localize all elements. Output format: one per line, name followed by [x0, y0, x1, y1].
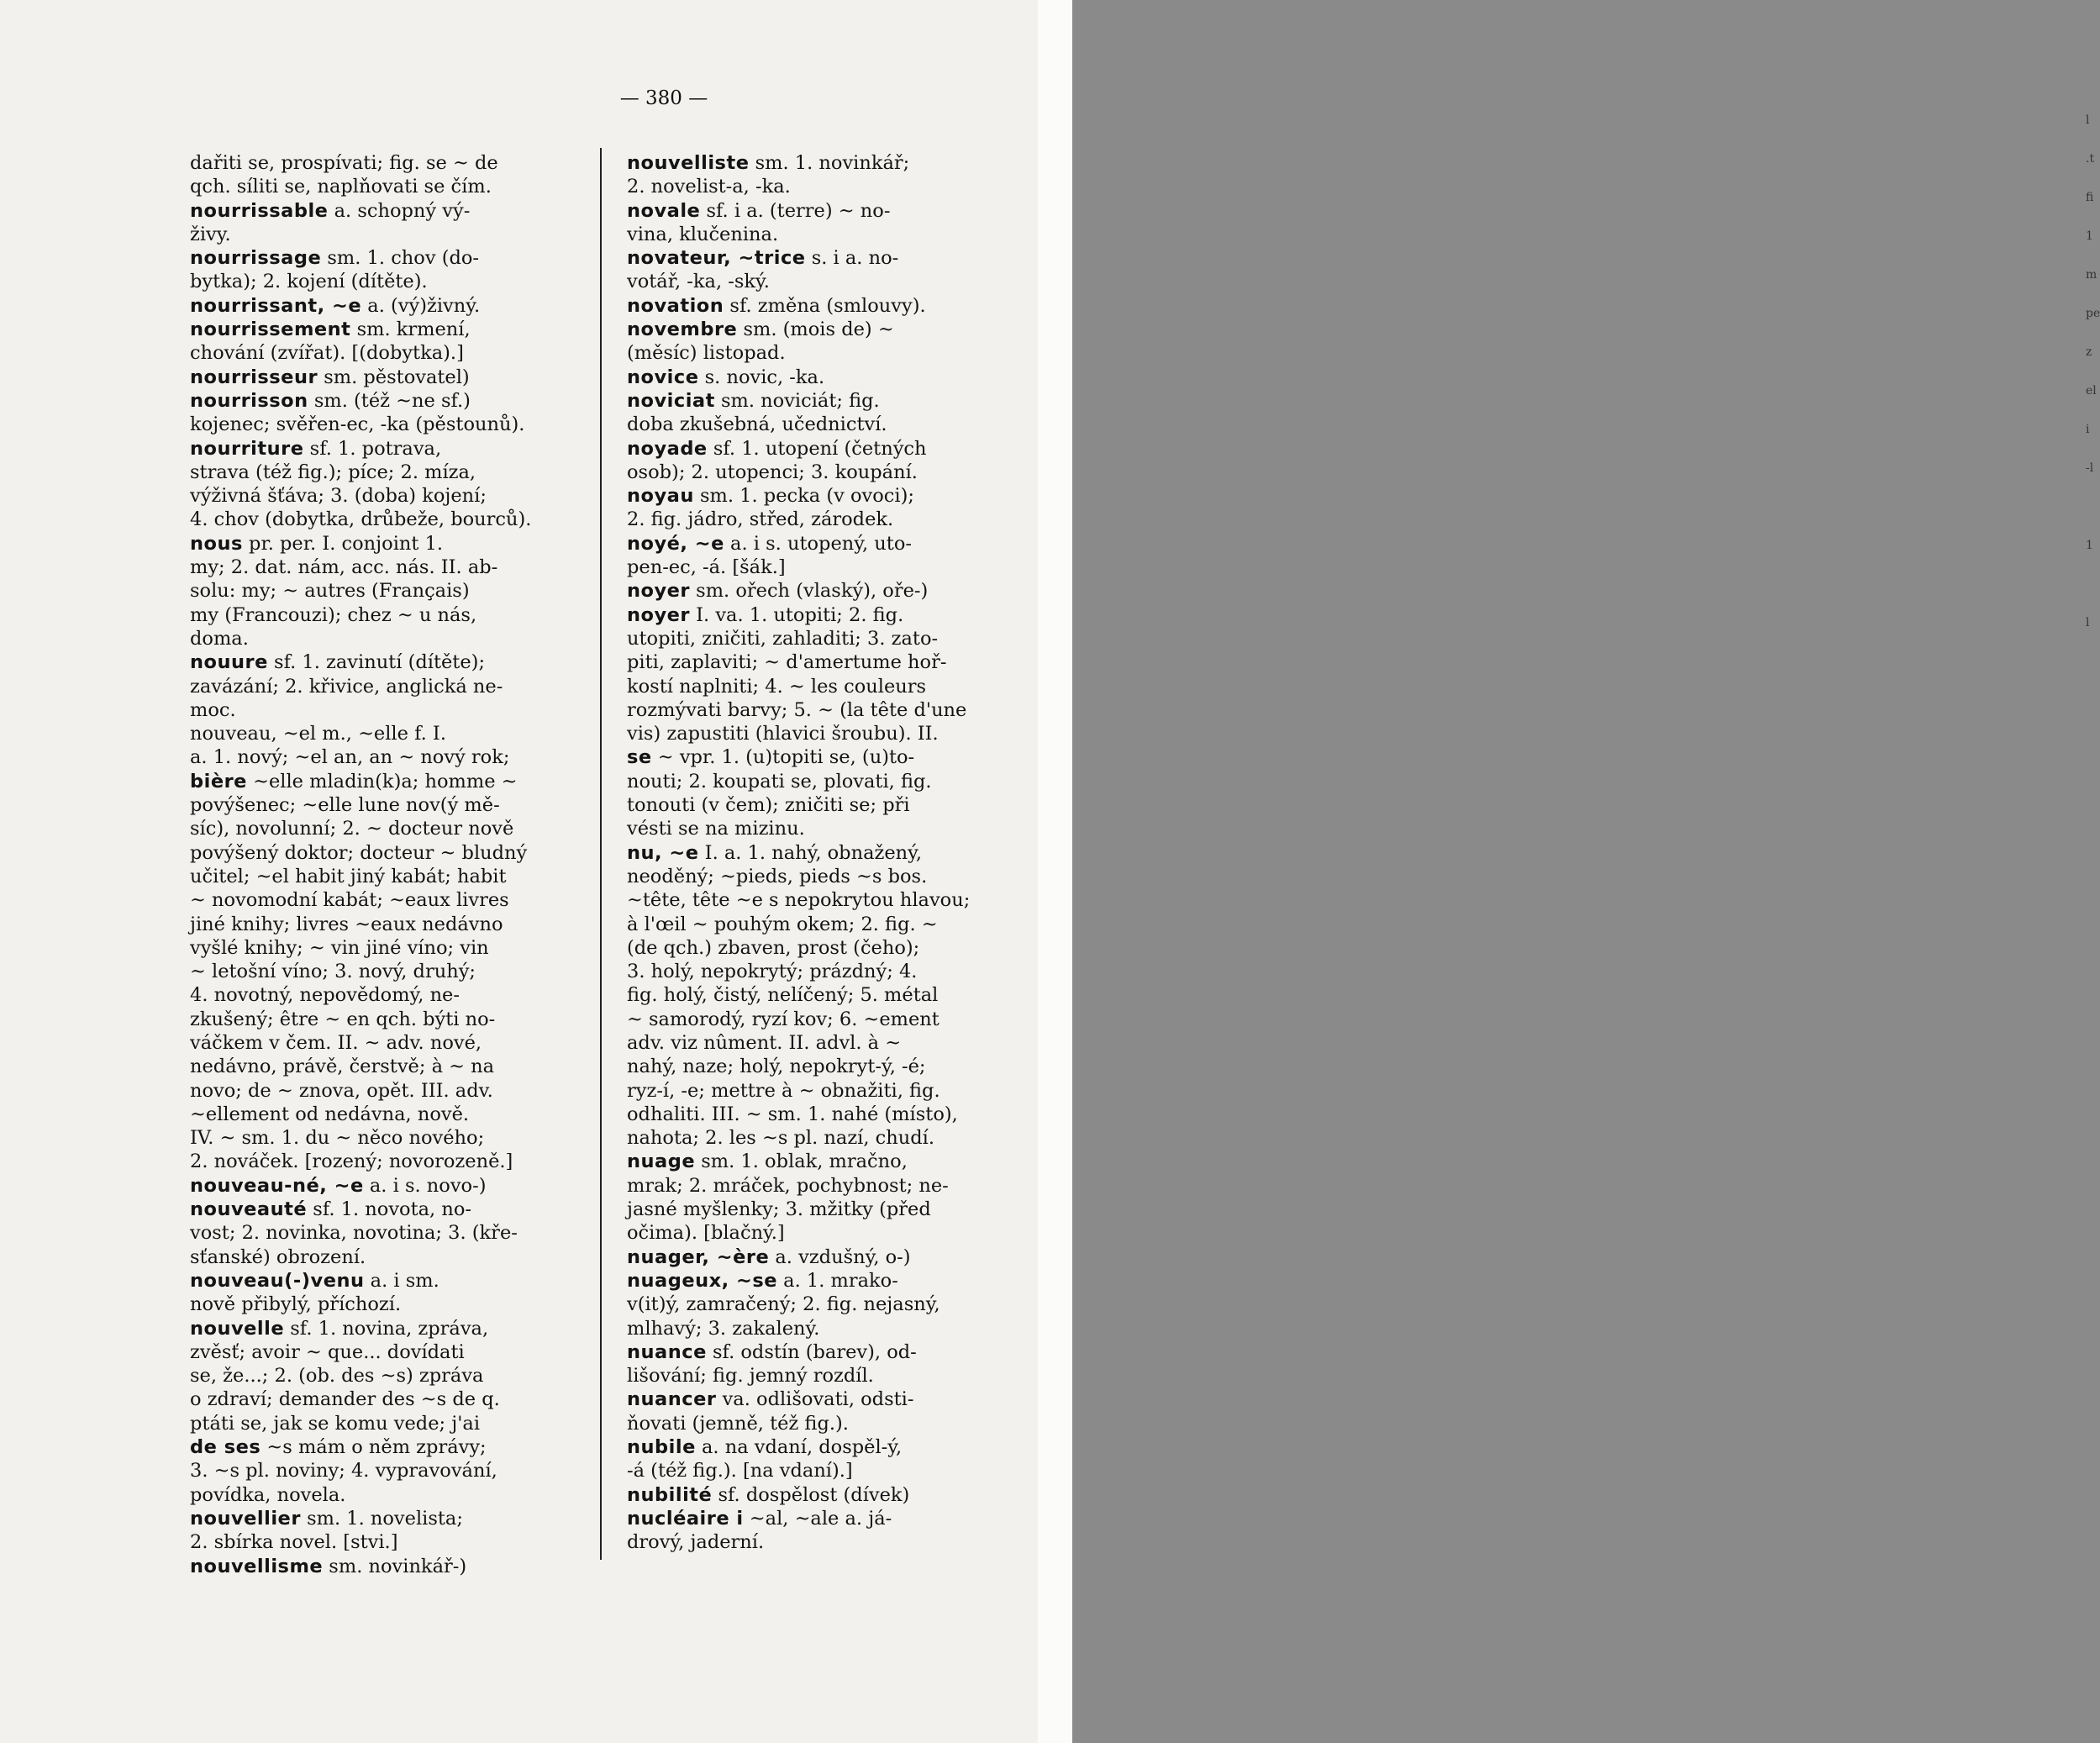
entry-line: povídka, novela.	[190, 1483, 346, 1506]
entry-line: nouveau, ~el m., ~elle f. I.	[190, 723, 446, 745]
entry-line: novale sf. i a. (terre) ~ no-	[627, 199, 891, 222]
page-number: — 380 —	[619, 87, 708, 109]
entry-line: ~tête, tête ~e s nepokrytou hlavou;	[627, 889, 971, 912]
entry-line: novembre sm. (mois de) ~	[627, 319, 894, 341]
entry-line: nově přibylý, příchozí.	[190, 1293, 402, 1316]
entry-line: noyé, ~e a. i s. utopený, uto-	[627, 532, 912, 555]
entry-line: nourrisson sm. (též ~ne sf.)	[190, 389, 471, 412]
entry-line: nuance sf. odstín (barev), od-	[627, 1340, 917, 1363]
entry-line: doba zkušebná, učednictví.	[627, 413, 887, 436]
entry-line: povýšený doktor; docteur ~ bludný	[190, 841, 528, 864]
entry-line: nuage sm. 1. oblak, mračno,	[627, 1151, 908, 1173]
entry-line: vésti se na mizinu.	[627, 818, 805, 840]
entry-line: -á (též fig.). [na vdaní).]	[627, 1460, 853, 1482]
entry-line: my (Francouzi); chez ~ u nás,	[190, 603, 477, 626]
entry-line: fig. holý, čistý, nelíčený; 5. métal	[627, 984, 939, 1007]
entry-line: rozmývati barvy; 5. ~ (la tête d'une	[627, 698, 967, 721]
entry-line: nouveauté sf. 1. novota, no-	[190, 1198, 471, 1221]
entry-line: vost; 2. novinka, novotina; 3. (kře-	[190, 1222, 518, 1245]
entry-line: zavázání; 2. křivice, anglická ne-	[190, 675, 503, 698]
entry-line: kojenec; svěřen-ec, -ka (pěstounů).	[190, 413, 525, 436]
entry-line: 3. ~s pl. noviny; 4. vypravování,	[190, 1460, 497, 1482]
entry-line: nourrisseur sm. pěstovatel)	[190, 366, 470, 388]
entry-line: výživná šťáva; 3. (doba) kojení;	[190, 485, 487, 508]
entry-line: drový, jaderní.	[627, 1531, 765, 1554]
entry-line: nourrissant, ~e a. (vý)živný.	[190, 294, 481, 317]
entry-line: jasné myšlenky; 3. mžitky (před	[627, 1198, 931, 1221]
entry-line: nuageux, ~se a. 1. mrako-	[627, 1269, 898, 1292]
entry-line: nourrissage sm. 1. chov (do-	[190, 247, 480, 270]
entry-line: vis) zapustiti (hlavici šroubu). II.	[627, 723, 939, 745]
entry-line: nouvelliste sm. 1. novinkář;	[627, 152, 910, 174]
entry-line: nouvellier sm. 1. novelista;	[190, 1507, 463, 1530]
dictionary-page	[0, 0, 1038, 1743]
right-column	[627, 151, 1019, 1555]
entry-line: moc.	[190, 698, 236, 721]
entry-line: ptáti se, jak se komu vede; j'ai	[190, 1412, 481, 1435]
entry-line: váčkem v čem. II. ~ adv. nové,	[190, 1031, 482, 1054]
entry-line: noyau sm. 1. pecka (v ovoci);	[627, 485, 914, 508]
entry-line: nourrissable a. schopný vý-	[190, 199, 471, 222]
entry-line: piti, zaplaviti; ~ d'amertume hoř-	[627, 651, 947, 674]
entry-line: ~ letošní víno; 3. nový, druhý;	[190, 961, 476, 983]
entry-line: nouvelle sf. 1. novina, zpráva,	[190, 1317, 489, 1340]
entry-line: IV. ~ sm. 1. du ~ něco nového;	[190, 1127, 485, 1150]
entry-line: novateur, ~trice s. i a. no-	[627, 247, 899, 270]
entry-line: ~ novomodní kabát; ~eaux livres	[190, 889, 509, 912]
entry-line: vina, klučenina.	[627, 223, 779, 245]
entry-line: dařiti se, prospívati; fig. se ~ de	[190, 152, 498, 174]
entry-line: zvěsť; avoir ~ que... dovídati	[190, 1340, 465, 1363]
entry-line: doma.	[190, 627, 249, 650]
entry-line: solu: my; ~ autres (Français)	[190, 580, 470, 603]
entry-line: (de qch.) zbaven, prost (čeho);	[627, 936, 920, 959]
entry-line: 4. chov (dobytka, drůbeže, bourců).	[190, 508, 532, 531]
entry-line: nourrissement sm. krmení,	[190, 319, 471, 341]
entry-line: nuager, ~ère a. vzdušný, o-)	[627, 1245, 911, 1268]
entry-line: nucléaire i ~al, ~ale a. já-	[627, 1507, 892, 1530]
entry-line: novice s. novic, -ka.	[627, 366, 825, 388]
entry-line: noyer I. va. 1. utopiti; 2. fig.	[627, 603, 904, 626]
entry-line: síc), novolunní; 2. ~ docteur nově	[190, 818, 514, 840]
entry-line: nahota; 2. les ~s pl. nazí, chudí.	[627, 1127, 935, 1150]
entry-line: 4. novotný, nepovědomý, ne-	[190, 984, 460, 1007]
left-column	[190, 151, 582, 1578]
entry-line: 2. novelist-a, -ka.	[627, 176, 791, 198]
entry-line: kostí naplniti; 4. ~ les couleurs	[627, 675, 927, 698]
entry-line: 2. sbírka novel. [stvi.]	[190, 1531, 398, 1554]
entry-line: chování (zvířat). [(dobytka).]	[190, 342, 464, 365]
entry-line: nouveau-né, ~e a. i s. novo-)	[190, 1174, 487, 1197]
entry-line: povýšenec; ~elle lune nov(ý mě-	[190, 794, 500, 817]
entry-line: pen-ec, -á. [šák.]	[627, 556, 786, 579]
entry-line: (měsíc) listopad.	[627, 342, 786, 365]
entry-line: ~ellement od nedávna, nově.	[190, 1103, 470, 1125]
entry-line: nous pr. per. I. conjoint 1.	[190, 532, 444, 555]
entry-line: novation sf. změna (smlouvy).	[627, 294, 926, 317]
entry-line: adv. viz nûment. II. advl. à ~	[627, 1031, 902, 1054]
entry-line: tonouti (v čem); zničiti se; při	[627, 794, 910, 817]
entry-line: nouvellisme sm. novinkář-)	[190, 1555, 467, 1577]
entry-line: osob); 2. utopenci; 3. koupání.	[627, 461, 918, 483]
entry-line: nubilité sf. dospělost (dívek)	[627, 1483, 910, 1506]
entry-line: odhaliti. III. ~ sm. 1. nahé (místo),	[627, 1103, 958, 1125]
entry-line: nedávno, právě, čerstvě; à ~ na	[190, 1056, 495, 1078]
entry-line: nouure sf. 1. zavinutí (dítěte);	[190, 651, 486, 674]
entry-line: utopiti, zničiti, zahladiti; 3. zato-	[627, 627, 939, 650]
entry-line: mlhavý; 3. zakalený.	[627, 1317, 820, 1340]
entry-line: nouti; 2. koupati se, plovati, fig.	[627, 770, 932, 793]
entry-line: novo; de ~ znova, opět. III. adv.	[190, 1079, 493, 1102]
entry-line: qch. síliti se, naplňovati se čím.	[190, 176, 492, 198]
entry-line: bytka); 2. kojení (dítěte).	[190, 271, 428, 293]
entry-line: ~ samorodý, ryzí kov; 6. ~ement	[627, 1008, 939, 1030]
entry-line: vyšlé knihy; ~ vin jiné víno; vin	[190, 936, 489, 959]
entry-line: v(it)ý, zamračený; 2. fig. nejasný,	[627, 1293, 940, 1316]
entry-line: 2. nováček. [rozený; novorozeně.]	[190, 1151, 513, 1173]
entry-line: neoděný; ~pieds, pieds ~s bos.	[627, 865, 928, 887]
entry-line: nahý, naze; holý, nepokryt-ý, -é;	[627, 1056, 926, 1078]
entry-line: nouveau(-)venu a. i sm.	[190, 1269, 439, 1292]
entry-line: nuancer va. odlišovati, odsti-	[627, 1388, 914, 1411]
entry-line: à l'œil ~ pouhým okem; 2. fig. ~	[627, 913, 938, 935]
entry-line: 2. fig. jádro, střed, zárodek.	[627, 508, 894, 531]
entry-line: živy.	[190, 223, 231, 245]
column-divider	[600, 148, 602, 1560]
entry-line: my; 2. dat. nám, acc. nás. II. ab-	[190, 556, 498, 579]
entry-line: o zdraví; demander des ~s de q.	[190, 1388, 500, 1411]
entry-line: noviciat sm. noviciát; fig.	[627, 389, 880, 412]
entry-line: nubile a. na vdaní, dospěl-ý,	[627, 1436, 903, 1459]
entry-line: noyer sm. ořech (vlaský), oře-)	[627, 580, 929, 603]
entry-line: očima). [blačný.]	[627, 1222, 785, 1245]
entry-line: noyade sf. 1. utopení (četných	[627, 437, 927, 460]
entry-line: a. 1. nový; ~el an, an ~ nový rok;	[190, 746, 510, 769]
entry-line: votář, -ka, -ský.	[627, 271, 770, 293]
facing-page-edge	[1038, 0, 2100, 1743]
entry-line: se, že...; 2. (ob. des ~s) zpráva	[190, 1365, 484, 1388]
entry-line: ňovati (jemně, též fig.).	[627, 1412, 849, 1435]
entry-line: strava (též fig.); píce; 2. míza,	[190, 461, 476, 483]
facing-page-fragments: l .t fi 1 m pe z el i -l 1 l	[2086, 113, 2100, 629]
entry-line: ryz-í, -e; mettre à ~ obnažiti, fig.	[627, 1079, 940, 1102]
entry-line: mrak; 2. mráček, pochybnost; ne-	[627, 1174, 949, 1197]
entry-line: zkušený; être ~ en qch. býti no-	[190, 1008, 496, 1030]
entry-line: učitel; ~el habit jiný kabát; habit	[190, 865, 507, 887]
entry-line: de ses ~s mám o něm zprávy;	[190, 1436, 487, 1459]
entry-line: bière ~elle mladin(k)a; homme ~	[190, 770, 518, 793]
entry-line: nu, ~e I. a. 1. nahý, obnažený,	[627, 841, 923, 864]
entry-line: sťanské) obrození.	[190, 1245, 366, 1268]
entry-line: jiné knihy; livres ~eaux nedávno	[190, 913, 503, 935]
entry-line: 3. holý, nepokrytý; prázdný; 4.	[627, 961, 918, 983]
entry-line: se ~ vpr. 1. (u)topiti se, (u)to-	[627, 746, 915, 769]
entry-line: nourriture sf. 1. potrava,	[190, 437, 442, 460]
entry-line: lišování; fig. jemný rozdíl.	[627, 1365, 874, 1388]
